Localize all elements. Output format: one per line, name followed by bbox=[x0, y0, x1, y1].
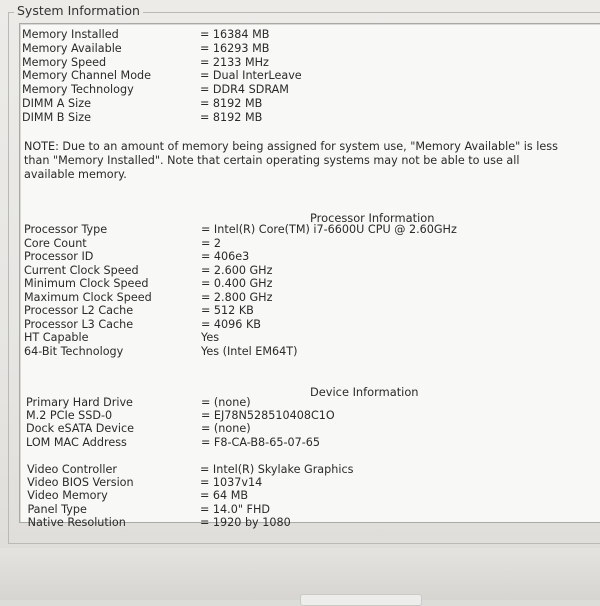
info-row bbox=[20, 409, 600, 423]
info-panel bbox=[19, 23, 600, 529]
info-row bbox=[20, 422, 600, 436]
row-label: Primary Hard Drive bbox=[26, 396, 133, 409]
info-row bbox=[20, 97, 600, 111]
info-row bbox=[20, 304, 600, 318]
row-label: Video BIOS Version bbox=[27, 476, 134, 490]
info-row bbox=[20, 277, 600, 291]
info-row bbox=[20, 223, 600, 237]
info-row bbox=[20, 111, 600, 125]
row-label: Video Controller bbox=[27, 463, 117, 476]
info-row bbox=[20, 489, 600, 503]
row-value: Yes bbox=[201, 331, 220, 344]
row-value: = Intel(R) Skylake Graphics bbox=[200, 463, 354, 476]
row-value: Yes (Intel EM64T) bbox=[201, 344, 298, 358]
row-label: Memory Technology bbox=[22, 83, 134, 97]
row-label: DIMM B Size bbox=[22, 110, 91, 124]
info-row bbox=[20, 463, 600, 477]
group-title: System Information bbox=[14, 3, 143, 18]
row-value: = 1920 by 1080 bbox=[200, 515, 291, 529]
row-value: = 1037v14 bbox=[200, 476, 263, 490]
device-heading: Device Information bbox=[310, 385, 419, 399]
row-value: = DDR4 SDRAM bbox=[200, 83, 289, 97]
row-value: = EJ78N528510408C1O bbox=[201, 409, 335, 423]
row-label: Core Count bbox=[24, 236, 87, 250]
row-value: = 64 MB bbox=[200, 489, 249, 503]
row-value: = (none) bbox=[201, 422, 251, 436]
info-row bbox=[20, 69, 600, 83]
row-label: Dock eSATA Device bbox=[26, 422, 135, 436]
info-row bbox=[20, 436, 600, 450]
row-value: = 8192 MB bbox=[200, 97, 263, 110]
row-value: = 2 bbox=[201, 236, 222, 250]
row-label: DIMM A Size bbox=[22, 97, 91, 110]
info-row bbox=[20, 250, 600, 264]
note-line: available memory. bbox=[24, 168, 127, 181]
row-label: Panel Type bbox=[27, 502, 87, 516]
info-row bbox=[20, 331, 600, 345]
bottom-control bbox=[300, 594, 422, 606]
row-label: Memory Channel Mode bbox=[22, 69, 152, 83]
info-row bbox=[20, 83, 600, 97]
row-value: = Dual InterLeave bbox=[200, 69, 302, 83]
row-label: HT Capable bbox=[24, 331, 89, 344]
row-label: Memory Available bbox=[22, 41, 122, 55]
info-row bbox=[20, 345, 600, 359]
screen-bottom bbox=[0, 548, 600, 600]
info-row bbox=[20, 516, 600, 530]
row-value: = 512 KB bbox=[201, 304, 254, 317]
row-value: = 0.400 GHz bbox=[201, 277, 273, 290]
note-line: than "Memory Installed". Note that certain operating systems may not be able to use all bbox=[24, 154, 520, 167]
row-value: = 16293 MB bbox=[200, 41, 270, 55]
row-label: Processor L3 Cache bbox=[24, 317, 134, 331]
row-value: = 8192 MB bbox=[200, 110, 263, 124]
row-label: Processor ID bbox=[24, 250, 94, 263]
info-row bbox=[20, 503, 600, 517]
row-value: = 2.600 GHz bbox=[201, 263, 273, 277]
row-label: LOM MAC Address bbox=[26, 435, 127, 449]
info-row bbox=[20, 264, 600, 278]
row-value: = 406e3 bbox=[201, 250, 250, 263]
row-label: Processor L2 Cache bbox=[24, 304, 134, 317]
info-row bbox=[20, 28, 600, 42]
info-row bbox=[20, 396, 600, 410]
row-value: = 14.0" FHD bbox=[200, 502, 271, 516]
info-row bbox=[20, 318, 600, 332]
info-row bbox=[20, 56, 600, 70]
row-value: = 4096 KB bbox=[201, 317, 261, 331]
row-label: Memory Installed bbox=[22, 28, 119, 41]
row-label: 64-Bit Technology bbox=[24, 344, 124, 358]
memory-note bbox=[24, 140, 600, 182]
info-row bbox=[20, 42, 600, 56]
row-label: Minimum Clock Speed bbox=[24, 277, 149, 290]
info-row bbox=[20, 291, 600, 305]
row-value: = (none) bbox=[201, 396, 251, 409]
row-label: Maximum Clock Speed bbox=[24, 290, 152, 304]
row-label: Native Resolution bbox=[27, 515, 126, 529]
row-label: Video Memory bbox=[27, 489, 108, 503]
note-line: NOTE: Due to an amount of memory being assigned for system use, "Memory Available" is less bbox=[24, 140, 558, 153]
row-label: M.2 PCIe SSD-0 bbox=[26, 409, 113, 423]
info-row bbox=[20, 237, 600, 251]
processor-heading: Processor Information bbox=[310, 211, 435, 225]
row-value: = 2133 MHz bbox=[200, 55, 269, 69]
row-label: Current Clock Speed bbox=[24, 263, 139, 277]
row-label: Memory Speed bbox=[22, 55, 107, 69]
info-row bbox=[20, 476, 600, 490]
row-value: = 2.800 GHz bbox=[201, 290, 273, 304]
row-value: = F8-CA-B8-65-07-65 bbox=[201, 435, 320, 449]
row-value: = Intel(R) Core(TM) i7-6600U CPU @ 2.60GHz bbox=[201, 223, 457, 236]
row-value: = 16384 MB bbox=[200, 28, 270, 41]
row-label: Processor Type bbox=[24, 223, 108, 236]
